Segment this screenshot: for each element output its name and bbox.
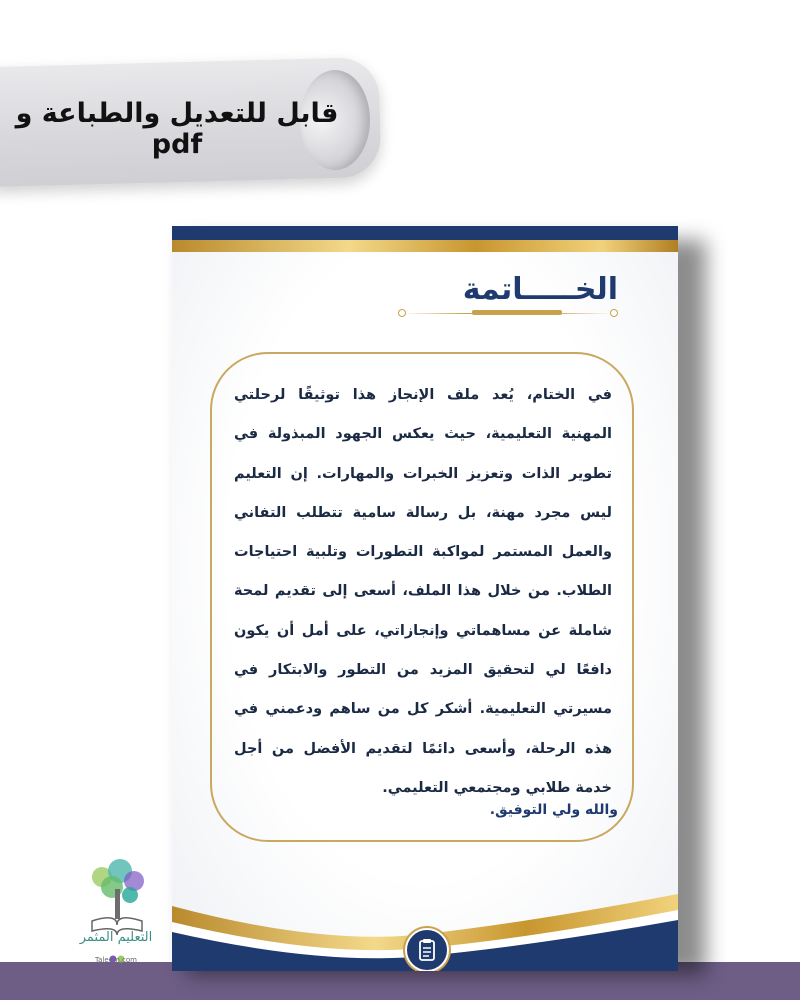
title-underline: [472, 310, 562, 315]
clipboard-badge: [405, 928, 449, 971]
banner-text: قابل للتعديل والطباعة و pdf: [15, 98, 339, 160]
body-text: في الختام، يُعد ملف الإنجاز هذا توثيقًا لرحلتي المهنية التعليمية، حيث يعكس الجهود المبذولة في تطوير الذات وتعزيز الخبرات والمهارات. إن التعليم ليس مجرد مهنة، بل رسالة سامية تتطلب التفاني والعمل المستمر لمواكبة التطورات وتلبية احتياجات الطلاب. من خلال هذا الملف، أسعى إلى تقديم لمحة شاملة عن مساهماتي وإنجازاتي، على أمل أن يكون دافعًا لي لتحقيق المزيد من التطور والابتكار في مسيرتي التعليمية. أشكر كل من ساهم ودعمني في هذه الرحلة، وأسعى دائمًا لتقديم الأفضل من أجل خدمة طلابي ومجتمعي التعليمي.: [234, 387, 612, 796]
page-title: الخـــــاتمة: [462, 272, 618, 307]
top-bar-blue: [172, 226, 678, 240]
closing-text: والله ولي التوفيق.: [489, 802, 618, 818]
logo-url: Taleem.com: [95, 956, 137, 964]
top-bar-gold: [172, 240, 678, 252]
tree-book-icon: [72, 855, 162, 965]
document-page: [172, 226, 678, 971]
title-dot-left: [398, 309, 406, 317]
logo-name: التعليم المثمر: [79, 930, 153, 945]
title-dot-right: [610, 309, 618, 317]
clipboard-icon: [407, 930, 447, 970]
